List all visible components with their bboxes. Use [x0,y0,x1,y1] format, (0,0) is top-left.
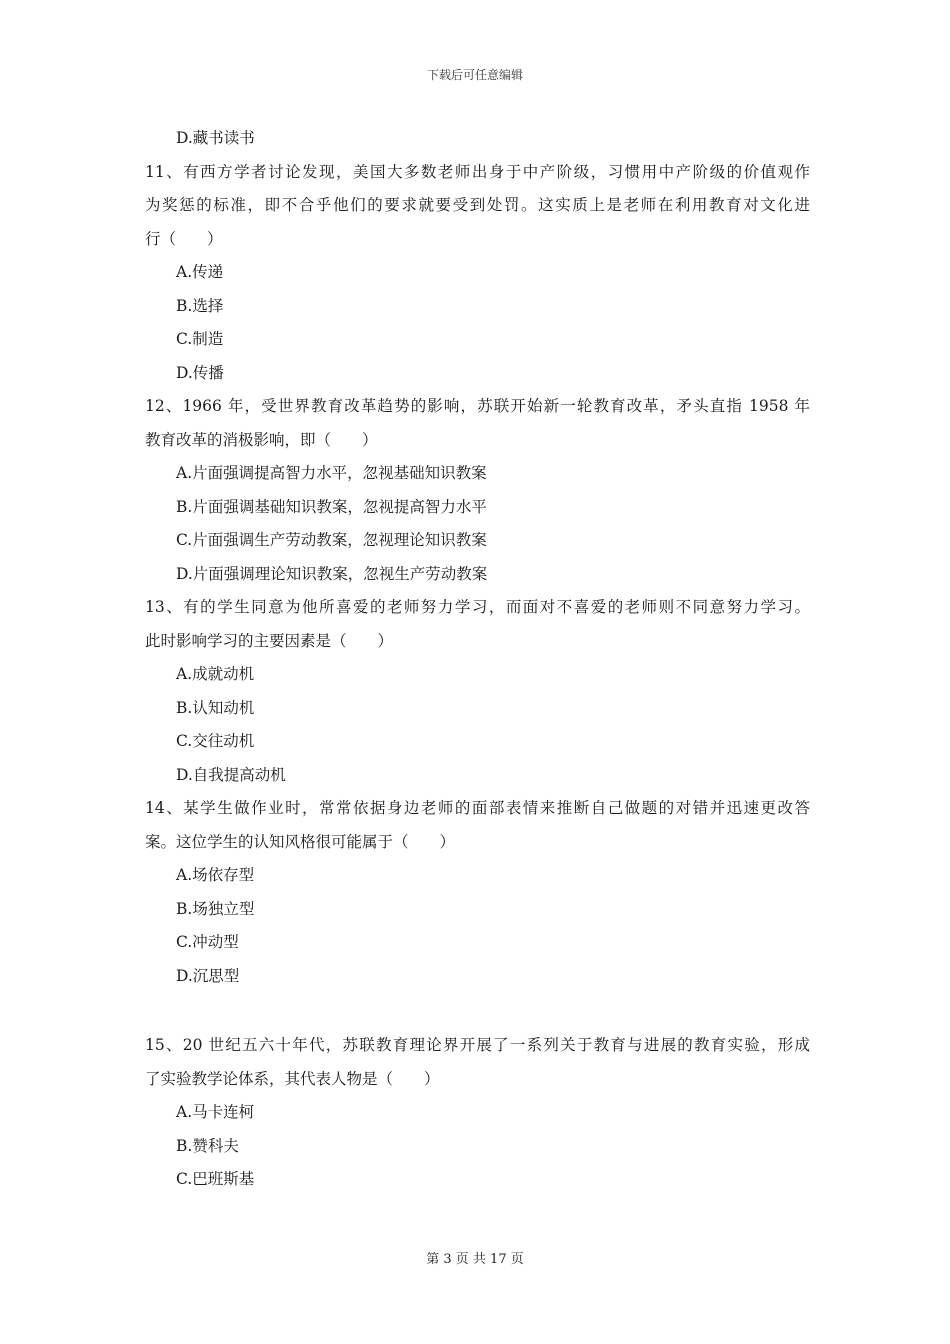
option-c: C.冲动型 [176,933,239,951]
paragraph-gap [145,993,810,1029]
option-d: D.片面强调理论知识教案，忽视生产劳动教案 [176,564,488,583]
question-text-line: 行（ ） [145,229,223,248]
question-text-line: 为奖惩的标准，即不合乎他们的要求就要受到处罚。这实质上是老师在利用教育对文化进 [145,196,810,214]
question-11 [145,156,810,391]
option-a: A.马卡连柯 [176,1103,255,1121]
question-text-line: 13、有的学生同意为他所喜爱的老师努力学习，而面对不喜爱的老师则不同意努力学习。 [145,598,810,616]
page-footer: 第 3 页 共 17 页 [426,1252,524,1267]
option-c: C.制造 [176,330,224,348]
option-a: A.片面强调提高智力水平，忽视基础知识教案 [176,464,487,482]
option-d: D.自我提高动机 [176,765,286,784]
option-d: D.沉思型 [176,966,240,985]
option-a: A.场依存型 [176,866,255,884]
question-text-line: 此时影响学习的主要因素是（ ） [145,631,394,650]
option-d-previous: D.藏书读书 [176,129,255,147]
option-b: B.认知动机 [176,698,255,717]
question-text-line: 12、1966 年，受世界教育改革趋势的影响，苏联开始新一轮教育改革，矛头直指 1958 年 [145,397,810,415]
question-text-line: 14、某学生做作业时，常常依据身边老师的面部表情来推断自己做题的对错并迅速更改答 [145,799,810,817]
option-a: A.成就动机 [176,665,255,683]
question-text-line: 案。这位学生的认知风格很可能属于（ ） [145,832,456,851]
question-text-line: 11、有西方学者讨论发现，美国大多数老师出身于中产阶级，习惯用中产阶级的价值观作 [145,162,810,181]
option-c: C.交往动机 [176,732,255,750]
question-15 [145,1029,810,1197]
option-b: B.选择 [176,296,224,315]
option-d: D.传播 [176,363,224,382]
question-12 [145,390,810,591]
question-text-line: 15、20 世纪五六十年代，苏联教育理论界开展了一系列关于教育与进展的教育实验，形成 [145,1036,810,1054]
question-14 [145,792,810,993]
question-13 [145,591,810,792]
option-c: C.巴班斯基 [176,1170,255,1188]
option-b: B.片面强调基础知识教案，忽视提高智力水平 [176,497,487,516]
option-b: B.场独立型 [176,899,255,918]
question-text-line: 教育改革的消极影响，即（ ） [145,430,378,449]
document-body [145,122,810,1197]
option-c: C.片面强调生产劳动教案，忽视理论知识教案 [176,531,487,549]
page-header: 下载后可任意编辑 [426,68,523,82]
option-a: A.传递 [176,263,224,281]
option-b: B.赞科夫 [176,1136,239,1155]
question-text-line: 了实验教学论体系，其代表人物是（ ） [145,1069,440,1088]
